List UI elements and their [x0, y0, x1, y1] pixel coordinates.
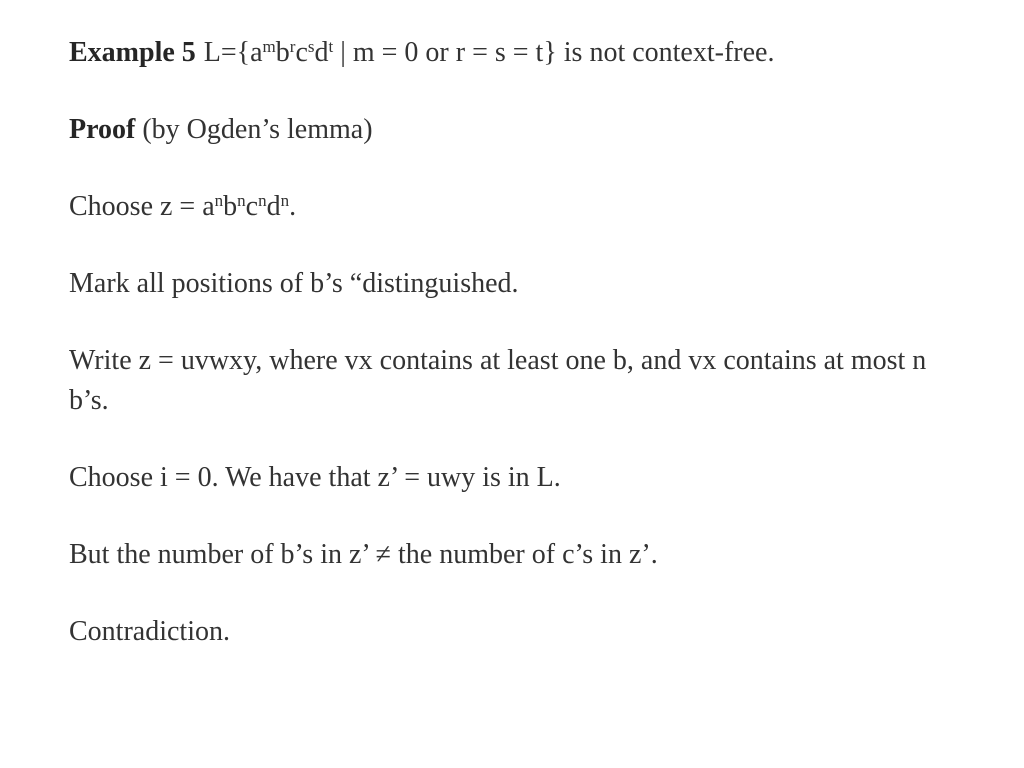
exponent-n-d: n [280, 191, 290, 210]
example-statement [69, 33, 964, 73]
symbol-d: d [314, 37, 329, 68]
exponent-n-b: n [237, 191, 246, 210]
exponent-t: t [328, 37, 334, 56]
proof-method: (by Ogden’s lemma) [135, 114, 373, 145]
exponent-s: s [307, 37, 315, 56]
lang-open: L={a [203, 37, 263, 68]
example-heading: Example 5 [69, 37, 196, 68]
symbol-c: c [245, 191, 259, 222]
proof-heading: Proof [69, 114, 136, 145]
proof-line [69, 110, 964, 150]
symbol-b: b [275, 37, 290, 68]
lang-rest: | m = 0 or r = s = t} is not context-free. [333, 37, 775, 68]
exponent-n-c: n [258, 191, 267, 210]
choose-z-end: . [289, 191, 297, 222]
but-line: But the number of b’s in z’ ≠ the number of c’s in z’. [69, 539, 658, 570]
write-line: Write z = uvwxy, where vx contains at least one b, and vx contains at most n b’s. [69, 345, 927, 416]
choose-i-line: Choose i = 0. We have that z’ = uwy is in L. [69, 462, 561, 493]
choose-z-prefix: Choose z = a [69, 191, 215, 222]
symbol-b: b [223, 191, 238, 222]
symbol-d: d [266, 191, 281, 222]
exponent-m: m [262, 37, 276, 56]
choose-z-line [69, 187, 964, 227]
symbol-c: c [295, 37, 308, 68]
mark-line: Mark all positions of b’s “distinguished. [69, 268, 519, 299]
contradiction-line: Contradiction. [69, 616, 230, 647]
exponent-n-a: n [214, 191, 224, 210]
exponent-r: r [289, 37, 296, 56]
